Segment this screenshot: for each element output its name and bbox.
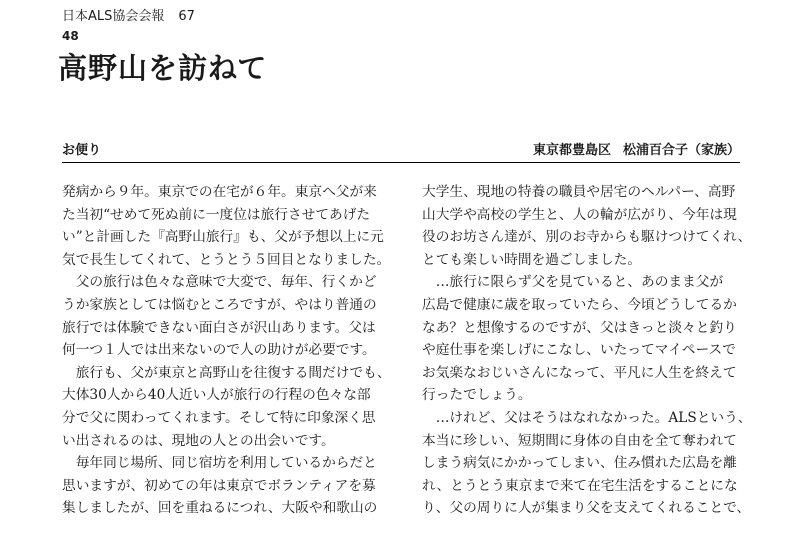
body-text-line: 広島で健康に歳を取っていたら、今頃どうしてるか xyxy=(422,296,737,313)
author-location: 東京都豊島区 xyxy=(532,143,611,158)
page-number: 48 xyxy=(62,29,79,43)
body-text-line: 父の旅行は色々な意味で大変で、毎年、行くかど xyxy=(62,274,377,291)
body-text-line: 旅行では体験できない面白さが沢山あります。父は xyxy=(62,319,376,336)
body-text-line: 大学生、現地の特養の職員や居宅のヘルパー、高野 xyxy=(422,184,736,200)
body-text-line: …旅行に限らず父を見ていると、あのまま父が xyxy=(422,274,724,291)
body-text-line: 毎年同じ場所、同じ宿坊を利用しているからだと xyxy=(62,455,377,472)
body-text-line: 旅行も、父が東京と高野山を往復する間だけでも、 xyxy=(62,364,391,381)
body-text-line: とても楽しい時間を過ごしました。 xyxy=(422,251,642,268)
body-column-left xyxy=(62,181,392,520)
body-text-line: れ、とうとう東京まで来て在宅生活をすることにな xyxy=(422,477,738,494)
body-text-line: お気楽なおじいさんになって、平凡に人生を終えて xyxy=(422,364,737,381)
body-text-line: 本当に珍しい、短期間に身体の自由を全て奪われて xyxy=(422,432,737,449)
body-text-line: 大体30人から40人近い人が旅行の行程の色々な部 xyxy=(62,387,371,404)
body-text-line: 集しましたが、回を重ねるにつれ、大阪や和歌山の xyxy=(62,500,378,517)
section-label: お便り xyxy=(62,143,102,158)
body-text-line: 思いますが、初めての年は東京でボランティアを募 xyxy=(62,477,376,494)
article-title: 高野山を訪ねて xyxy=(58,51,268,85)
body-text-line: 山大学や高校の学生と、人の輪が広がり、今年は現 xyxy=(422,206,737,223)
body-text-line: や庭仕事を楽しげにこなし、いたってマイペースで xyxy=(422,342,736,359)
body-text-line: い出されるのは、現地の人との出会いです。 xyxy=(62,432,335,449)
page-header xyxy=(62,9,195,25)
body-text-line: 何一つ１人では出来ないので人の助けが必要です。 xyxy=(62,342,376,359)
body-text-line: …けれど、父はそうはなれなかった。ALSという、 xyxy=(422,409,752,426)
body-text-line: り、父の周りに人が集まり父を支えてくれることで、 xyxy=(422,500,751,517)
author-name: 松浦百合子（家族） xyxy=(622,143,740,158)
body-text-line: うか家族としては悩むところですが、やはり普通の xyxy=(62,296,377,313)
section-divider xyxy=(62,162,740,163)
issue-number: 67 xyxy=(178,9,195,24)
body-text-line: た当初“せめて死ぬ前に一度位は旅行させてあげた xyxy=(62,206,371,223)
body-text-line: い”と計画した『高野山旅行』も、父が予想以上に元 xyxy=(62,229,384,246)
body-text-line: しまう病気にかかってしまい、住み慣れた広島を離 xyxy=(422,455,737,472)
publication-name: 日本ALS協会会報 xyxy=(62,9,165,24)
body-text-line: 気で長生してくれて、とうとう５回目となりました。 xyxy=(62,251,391,268)
body-text-line: 役のお坊さん達が、別のお寺からも駆けつけてくれ、 xyxy=(422,229,752,246)
body-column-right xyxy=(422,181,752,520)
section-row xyxy=(62,140,740,162)
body-text-line: 発病から９年。東京での在宅が６年。東京へ父が来 xyxy=(62,184,377,200)
author-byline xyxy=(533,140,740,162)
body-text-line: なあ？と想像するのですが、父はきっと淡々と釣り xyxy=(422,319,737,336)
body-text-line: 分で父に関わってくれます。そして特に印象深く思 xyxy=(62,409,376,426)
body-text-line: 行ったでしょう。 xyxy=(422,387,532,404)
